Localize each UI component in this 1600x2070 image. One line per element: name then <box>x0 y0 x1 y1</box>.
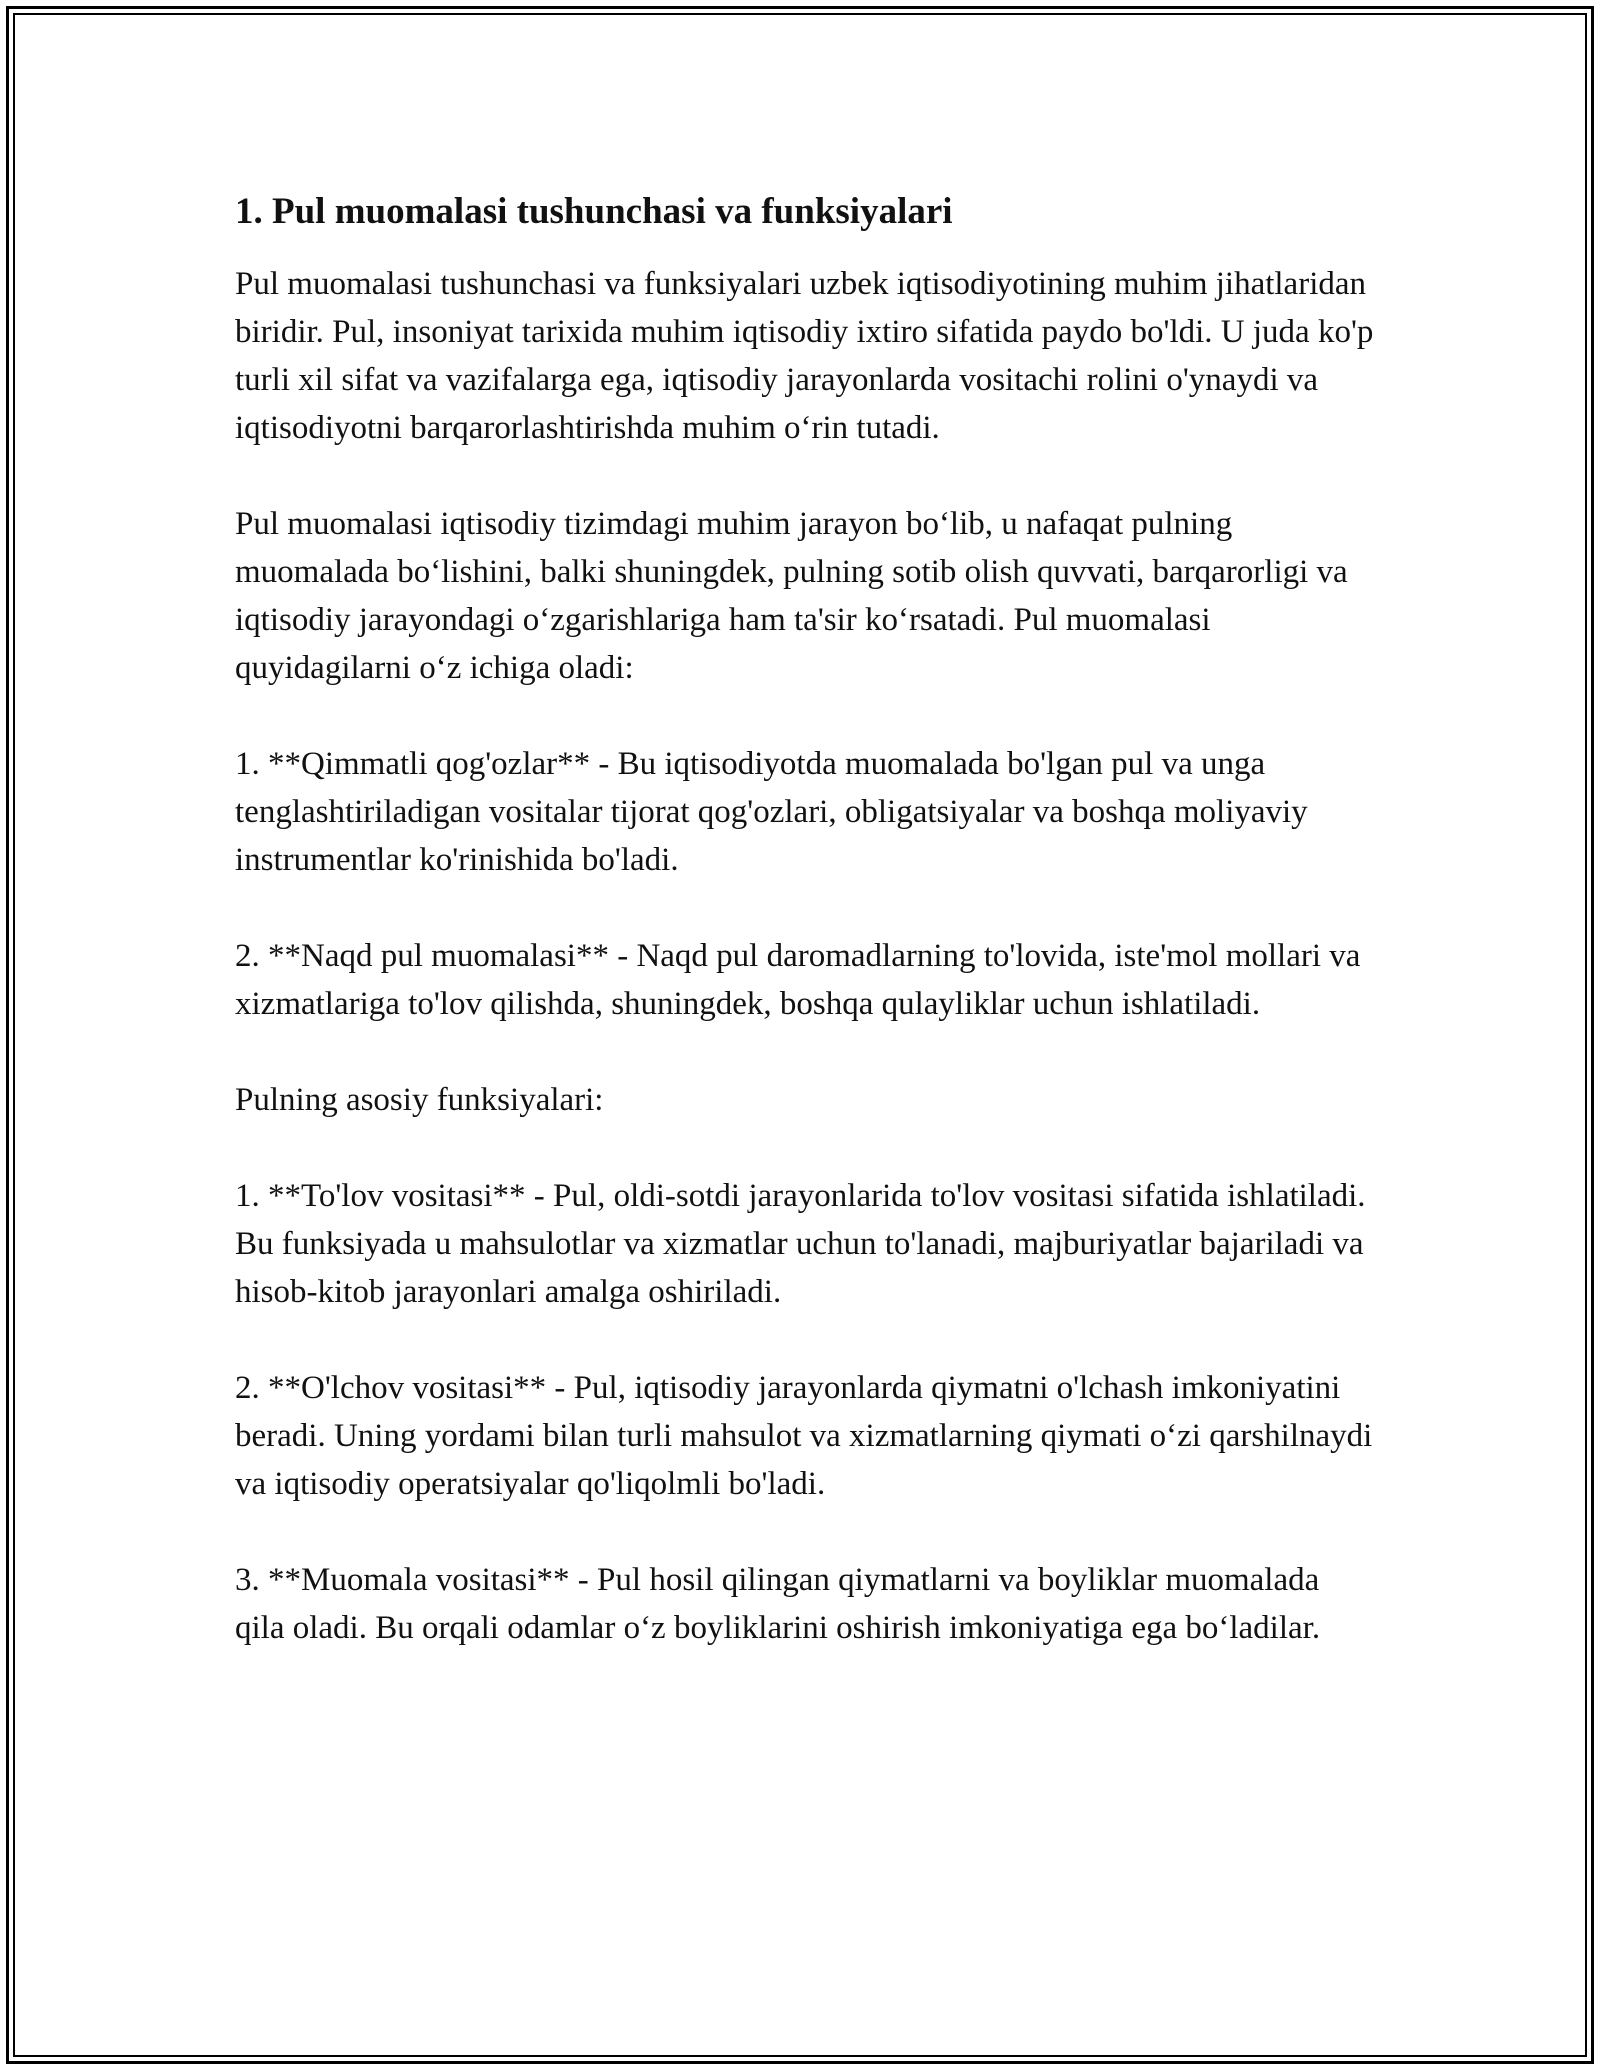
list-item-securities: 1. **Qimmatli qog'ozlar** - Bu iqtisodiyotda muomalada bo'lgan pul va unga tenglashtiriladigan vositalar tijorat qog'ozlari, obligatsiyalar va boshqa moliyaviy instrumentlar ko'rinishida bo'ladi. <box>235 746 1308 878</box>
list-item-circulation-means: 3. **Muomala vositasi** - Pul hosil qilingan qiymatlarni va boyliklar muomalada qila oladi. Bu orqali odamlar o‘z boyliklarini oshirish imkoniyatiga ega bo‘ladilar. <box>235 1562 1321 1646</box>
list-item-cash: 2. **Naqd pul muomalasi** - Naqd pul daromadlarning to'lovida, iste'mol mollari va xizmatlariga to'lov qilishda, shuningdek, boshqa qulayliklar uchun ishlatiladi. <box>235 938 1361 1022</box>
paragraph-intro: Pul muomalasi tushunchasi va funksiyalari uzbek iqtisodiyotining muhim jihatlaridan biridir. Pul, insoniyat tarixida muhim iqtisodiy ixtiro sifatida paydo bo'ldi. U juda ko'p turli xil sifat va vazifalarga ega, iqtisodiy jarayonlarda vositachi rolini o'ynaydi va iqtisodiyotni barqarorlashtirishda muhim o‘rin tutadi. <box>235 266 1374 446</box>
paragraph-functions-label: Pulning asosiy funksiyalari: <box>235 1082 604 1118</box>
list-item-payment-means: 1. **To'lov vositasi** - Pul, oldi-sotdi jarayonlarida to'lov vositasi sifatida ishlatiladi. Bu funksiyada u mahsulotlar va xizmatlar uchun to'lanadi, majburiyatlar bajariladi va hisob-kitob jarayonlari amalga oshiriladi. <box>235 1178 1366 1310</box>
paragraph-circulation: Pul muomalasi iqtisodiy tizimdagi muhim jarayon bo‘lib, u nafaqat pulning muomalada bo‘lishini, balki shuningdek, pulning sotib olish quvvati, barqarorligi va iqtisodiy jarayondagi o‘zgarishlariga ham ta'sir ko‘rsatadi. Pul muomalasi quyidagilarni o‘z ichiga oladi: <box>235 506 1348 686</box>
section-heading: 1. Pul muomalasi tushunchasi va funksiyalari <box>235 191 953 232</box>
list-item-measure-means: 2. **O'lchov vositasi** - Pul, iqtisodiy jarayonlarda qiymatni o'lchash imkoniyatini beradi. Uning yordami bilan turli mahsulot va xizmatlarning qiymati o‘zi qarshilnaydi va iqtisodiy operatsiyalar qo'liqolmli bo'ladi. <box>235 1370 1373 1502</box>
document-body <box>235 188 1375 1652</box>
